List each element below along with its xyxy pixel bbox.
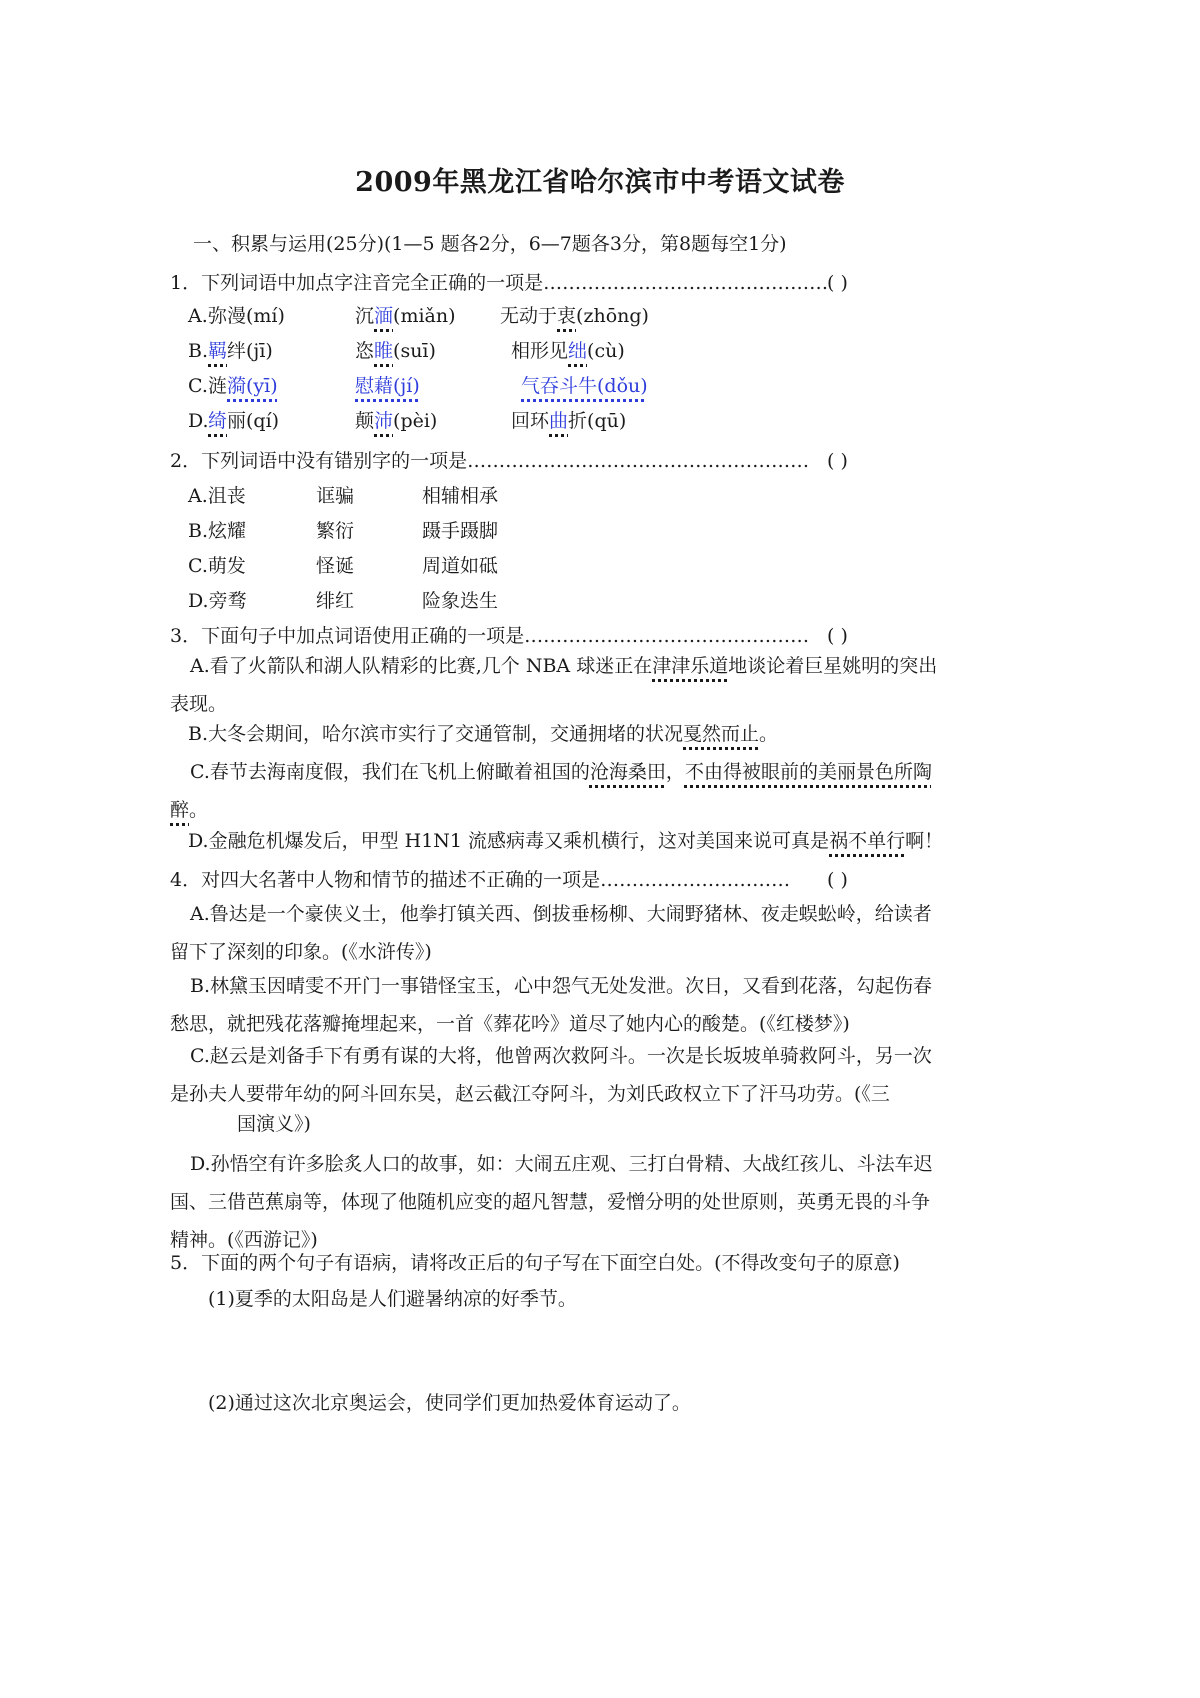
question-4-option-a: A.鲁达是一个豪侠义士，他拳打镇关西、倒拔垂杨柳、大闹野猪林、夜走蜈蚣岭，给读者留下了深刻的印象。(《水浒传》) [170, 903, 932, 963]
answer-paren-3: ( ) [827, 625, 848, 647]
option-word: 弥漫(mí) [208, 305, 285, 327]
option-word: A.沮丧 [188, 485, 246, 507]
question-4-option-c: C.赵云是刘备手下有勇有谋的大将，他曾两次救阿斗。一次是长坂坡单骑救阿斗，另一次是孙夫人要带年幼的阿斗回东吴，赵云截江夺阿斗，为刘氏政权立下了汗马功劳。(《三 [170, 1045, 932, 1105]
option-word: 怪诞 [316, 555, 355, 577]
question-4-stem: 4．对四大名著中人物和情节的描述不正确的一项是………………………… [170, 869, 791, 891]
page-title: 2009年黑龙江省哈尔滨市中考语文试卷 [355, 167, 845, 198]
answer-paren-1: ( ) [827, 272, 848, 294]
answer-paren-4: ( ) [827, 869, 848, 891]
option-word: C.萌发 [188, 555, 246, 577]
answer-paren-2: ( ) [827, 450, 848, 472]
option-word: 相辅相承 [422, 485, 499, 507]
option-word: 涟漪(yī) [208, 375, 278, 397]
question-5-sentence-1: (1)夏季的太阳岛是人们避暑纳凉的好季节。 [208, 1288, 577, 1310]
question-3-option-a: A.看了火箭队和湖人队精彩的比赛,几个 NBA 球迷正在津津乐道地谈论着巨星姚明的突出表现。 [170, 655, 938, 715]
question-3-stem: 3．下面句子中加点词语使用正确的一项是……………………………………… [170, 625, 810, 647]
option-word: 沉湎(miǎn) [355, 305, 456, 327]
option-word: 绯红 [316, 590, 355, 612]
question-3-option-d: D.金融危机爆发后，甲型 H1N1 流感病毒又乘机横行，这对美国来说可真是祸不单行啊！ [188, 830, 944, 852]
question-1-stem: 1．下列词语中加点字注音完全正确的一项是……………………………………… [170, 272, 829, 294]
option-word: 回环曲折(qū) [511, 410, 627, 432]
option-word: 繁衍 [316, 520, 355, 542]
question-3-option-b: B.大冬会期间，哈尔滨市实行了交通管制，交通拥堵的状况戛然而止。 [188, 723, 779, 745]
option-label: C. [188, 375, 208, 397]
option-word: 相形见绌(cù) [511, 340, 625, 362]
question-2-stem: 2．下列词语中没有错别字的一项是……………………………………………… [170, 450, 810, 472]
option-word: B.炫耀 [188, 520, 247, 542]
option-word: 颠沛(pèi) [355, 410, 438, 432]
option-label: A. [188, 305, 208, 327]
question-5-stem: 5．下面的两个句子有语病，请将改正后的句子写在下面空白处。(不得改变句子的原意) [170, 1252, 900, 1274]
option-word: 羁绊(jī) [208, 340, 273, 362]
option-word: 无动于衷(zhōng) [500, 305, 649, 327]
option-word: 气吞斗牛(dǒu) [521, 375, 648, 397]
question-5-sentence-2: (2)通过这次北京奥运会，使同学们更加热爱体育运动了。 [208, 1392, 691, 1414]
option-word: D.旁骛 [188, 590, 247, 612]
option-label: D. [188, 410, 209, 432]
section-heading: 一、积累与运用(25分)(1—5 题各2分，6—7题各3分，第8题每空1分) [193, 233, 787, 255]
question-3-option-c: C.春节去海南度假，我们在飞机上俯瞰着祖国的沧海桑田，不由得被眼前的美丽景色所陶醉。 [170, 761, 932, 821]
question-4-option-b: B.林黛玉因晴雯不开门一事错怪宝玉，心中怨气无处发泄。次日，又看到花落，勾起伤春愁思，就把残花落瓣掩埋起来，一首《葬花吟》道尽了她内心的酸楚。(《红楼梦》) [170, 975, 933, 1035]
option-word: 绮丽(qí) [208, 410, 280, 432]
option-word: 慰藉(jí) [355, 375, 420, 397]
option-label: B. [188, 340, 209, 362]
option-word: 蹑手蹑脚 [422, 520, 499, 542]
option-word: 周道如砥 [422, 555, 499, 577]
question-4-option-d: D.孙悟空有许多脍炙人口的故事，如：大闹五庄观、三打白骨精、大战红孩儿、斗法车迟国、三借芭蕉扇等，体现了他随机应变的超凡智慧，爱憎分明的处世原则，英勇无畏的斗争精神。(《西游记》) [170, 1153, 933, 1251]
option-word: 诓骗 [316, 485, 355, 507]
option-word: 恣睢(suī) [355, 340, 436, 362]
question-4-option-c-cont: 国演义》) [237, 1113, 311, 1135]
option-word: 险象迭生 [422, 590, 499, 612]
